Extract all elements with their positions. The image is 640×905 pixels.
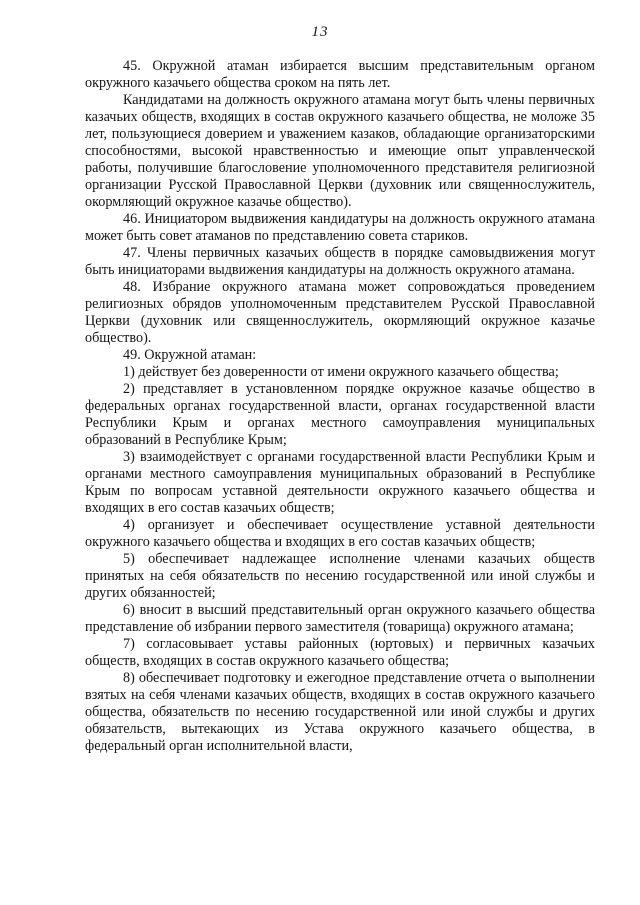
paragraph-49: 49. Окружной атаман: [123,347,257,363]
list-item-2: 2) представляет в установленном порядке окружное казачье общество в федеральных органах государственной власти, органах государственной власти Республики Крым и органах местного самоуправления муниципальных образований в Республике Крым; [85,381,595,448]
paragraph-47: 47. Члены первичных казачьих обществ в порядке самовыдвижения могут быть инициаторами выдвижения кандидатуры на должность окружного атамана. [85,245,595,278]
list-item-5: 5) обеспечивает надлежащее исполнение членами казачьих обществ принятых на себя обязательств по несению государственной или иной службы и других обязанностей; [85,551,595,601]
paragraph-45: 45. Окружной атаман избирается высшим представительным органом окружного казачьего общества сроком на пять лет. [85,58,595,91]
page-number: 13 [311,24,329,40]
paragraph-45-candidates: Кандидатами на должность окружного атамана могут быть члены первичных казачьих обществ, входящих в состав окружного казачьего общества, не моложе 35 лет, пользующиеся доверием и уважением казаков, обладающие организаторскими способностями, высокой нравственностью и имеющие опыт управленческой работы, получившие благословение уполномоченного представителя религиозной организации Русской Православной Церкви (духовник или священнослужитель, окормляющий окружное казачье общество). [85,92,595,210]
list-item-7: 7) согласовывает уставы районных (юртовых) и первичных казачьих обществ, входящих в состав окружного казачьего общества; [85,636,595,669]
list-item-6: 6) вносит в высший представительный орган окружного казачьего общества представление об избрании первого заместителя (товарища) окружного атамана; [85,602,595,635]
paragraph-46: 46. Инициатором выдвижения кандидатуры на должность окружного атамана может быть совет атаманов по представлению совета стариков. [85,211,595,244]
list-item-8: 8) обеспечивает подготовку и ежегодное представление отчета о выполнении взятых на себя членами казачьих обществ, входящих в состав окружного казачьего общества, обязательств по несению государственной или иной службы и других обязательств, вытекающих из Устава окружного казачьего общества, в федеральный орган исполнительной власти, [85,670,595,754]
list-item-1: 1) действует без доверенности от имени окружного казачьего общества; [123,364,559,380]
paragraph-48: 48. Избрание окружного атамана может сопровождаться проведением религиозных обрядов уполномоченным представителем Русской Православной Церкви (духовник или священнослужитель, окормляющий окружное казачье общество). [85,279,595,346]
list-item-3: 3) взаимодействует с органами государственной власти Республики Крым и органами местного самоуправления муниципальных образований в Республике Крым по вопросам уставной деятельности окружного казачьего общества и входящих в его состав казачьих обществ; [85,449,595,516]
document-body [85,58,595,755]
list-item-4: 4) организует и обеспечивает осуществление уставной деятельности окружного казачьего общества и входящих в его состав казачьих обществ; [85,517,595,550]
